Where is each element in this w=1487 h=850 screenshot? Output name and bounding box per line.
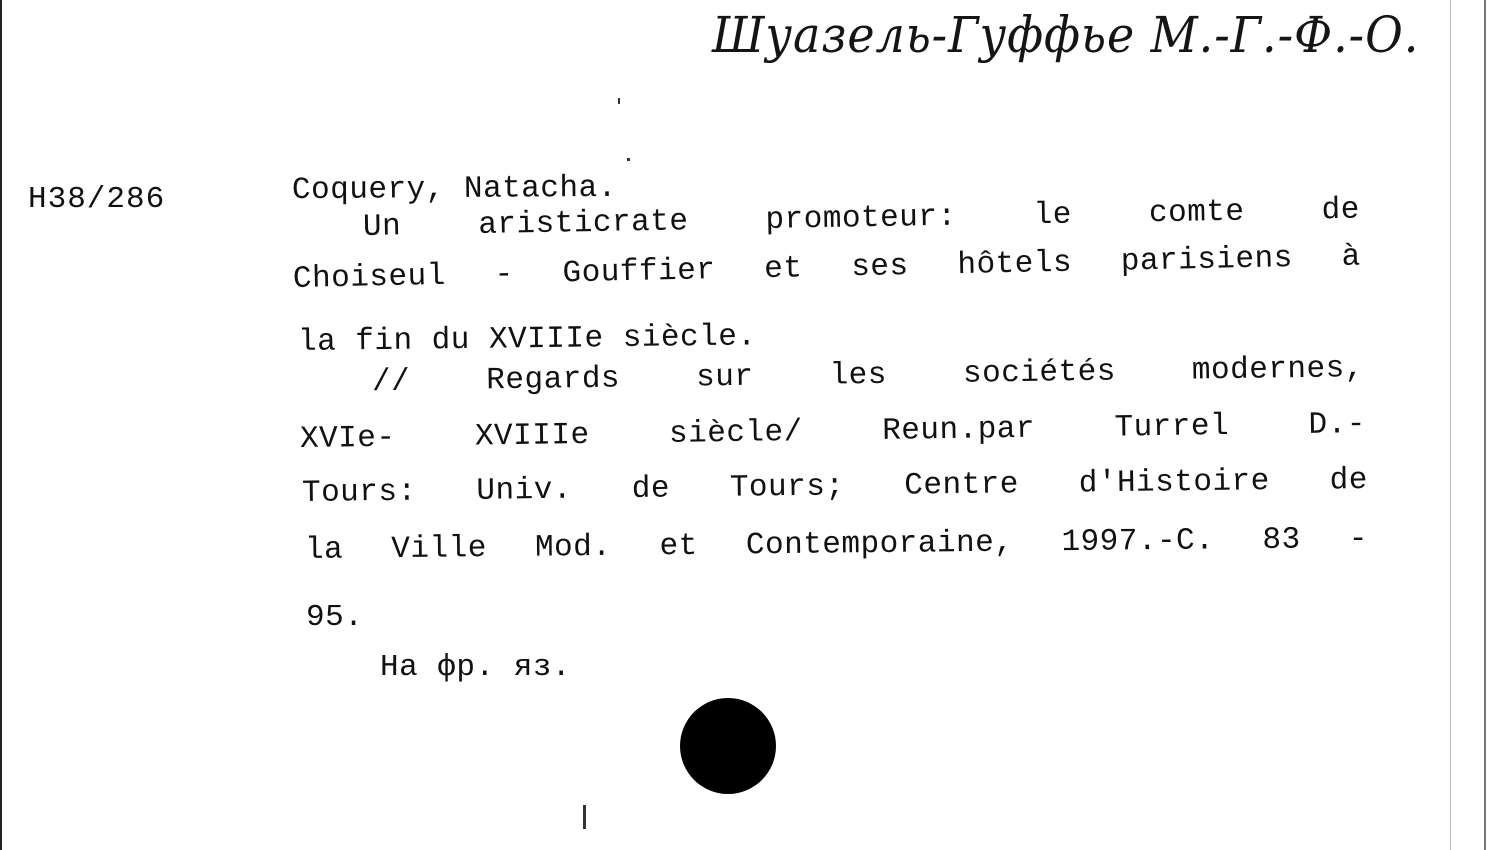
shelf-mark: H38/286 xyxy=(28,182,166,217)
card-right-edge xyxy=(1484,0,1486,850)
source-line-1 xyxy=(372,351,1364,400)
stroke-mark xyxy=(583,805,586,829)
word: hôtels xyxy=(957,245,1073,284)
title-line-3: la fin du XVIIIe siècle. xyxy=(297,319,757,360)
word: modernes, xyxy=(1191,351,1365,389)
word: promoteur: xyxy=(765,199,957,238)
word: sociétés xyxy=(962,354,1117,392)
handwritten-heading: Шуазель-Гуффье М.-Г.-Ф.-О. xyxy=(712,6,1420,64)
word: D.- xyxy=(1308,407,1367,443)
word: Contemporaine, xyxy=(745,525,1014,564)
word: parisiens xyxy=(1120,241,1294,280)
word: de xyxy=(1321,192,1361,229)
word: la xyxy=(304,532,344,568)
word: Mod. xyxy=(534,529,612,566)
word: le xyxy=(1033,197,1073,234)
word: Regards xyxy=(486,361,621,399)
word: comte xyxy=(1148,194,1245,232)
word: de xyxy=(631,471,671,507)
card-left-edge xyxy=(0,0,2,850)
word: - xyxy=(494,257,515,293)
word: ses xyxy=(850,249,909,286)
word: Ville xyxy=(391,531,488,568)
word: XVIe- xyxy=(299,420,396,457)
word: Choiseul xyxy=(292,258,447,297)
word: Centre xyxy=(904,467,1020,504)
word: à xyxy=(1341,239,1362,276)
word: 83 xyxy=(1262,522,1301,558)
source-line-2 xyxy=(300,407,1366,457)
word: sur xyxy=(695,359,754,396)
word: Univ. xyxy=(476,472,573,509)
word: 1997.-C. xyxy=(1061,523,1215,561)
source-line-4 xyxy=(305,522,1368,568)
speck-mark xyxy=(627,158,630,161)
word: les xyxy=(829,357,888,394)
source-line-3 xyxy=(302,463,1368,511)
speck-mark xyxy=(618,98,620,104)
word: siècle/ xyxy=(668,414,804,452)
word: Un xyxy=(362,209,402,245)
title-line-2 xyxy=(293,240,1361,297)
card-right-rule xyxy=(1450,0,1451,850)
word: Tours; xyxy=(729,469,845,506)
word: Turrel xyxy=(1114,409,1230,446)
word: - xyxy=(1348,521,1369,558)
word: de xyxy=(1329,462,1369,499)
punch-hole xyxy=(680,698,776,794)
source-line-5: 95. xyxy=(306,600,364,635)
word: d'Histoire xyxy=(1078,464,1271,502)
word: Gouffier xyxy=(562,253,716,292)
word: Reun.par xyxy=(881,411,1036,449)
word: et xyxy=(763,251,803,288)
word: // xyxy=(371,364,411,400)
word: Tours: xyxy=(301,474,417,511)
word: XVIIIe xyxy=(474,417,590,455)
author-line: Coquery, Natacha. xyxy=(291,170,617,209)
language-note: На фр. яз. xyxy=(380,650,572,685)
word: aristicrate xyxy=(478,204,689,243)
word: et xyxy=(659,528,698,565)
